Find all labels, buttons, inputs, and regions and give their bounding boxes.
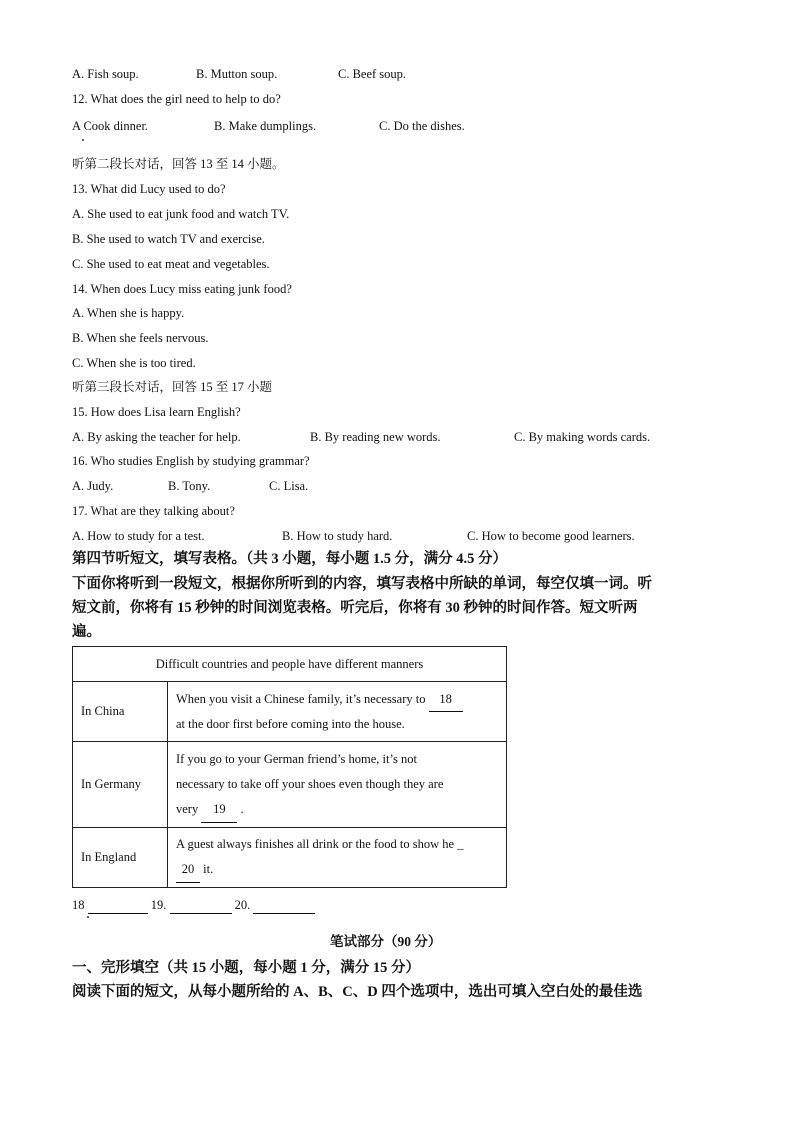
section2-instruction: 听第二段长对话，回答 13 至 14 小题。 — [72, 157, 285, 171]
cloze-title: 一、完形填空（共 15 小题，每小题 1 分，满分 15 分） — [72, 960, 420, 976]
england-line2: it. — [203, 862, 214, 876]
row-label-china: In China — [73, 682, 168, 742]
answer-field-20[interactable] — [253, 897, 315, 914]
manners-table — [72, 646, 507, 888]
q11-option-b: B. Mutton soup. — [196, 67, 278, 81]
germany-line1: If you go to your German friend’s home, it’s not — [176, 751, 417, 766]
england-line1: A guest always finishes all drink or the food to show he _ — [176, 837, 464, 851]
q17-option-c: C. How to become good learners. — [467, 529, 635, 543]
row-content-england — [168, 828, 507, 888]
answer-label-19: 19. — [150, 898, 167, 912]
q15-option-a: A. By asking the teacher for help. — [72, 430, 241, 444]
dot-mark — [82, 139, 84, 141]
answer-field-18[interactable] — [88, 897, 148, 914]
part4-instruction-line2: 短文前，你将有 15 秒钟的时间浏览表格。听完后，你将有 30 秒钟的时间作答。短文听两 — [72, 600, 638, 616]
row-label-germany: In Germany — [73, 742, 168, 828]
q14-option-a: A. When she is happy. — [72, 306, 185, 320]
q11-option-a: A. Fish soup. — [72, 67, 139, 81]
q13-option-a: A. She used to eat junk food and watch TV. — [72, 207, 290, 221]
row-label-england: In England — [73, 828, 168, 888]
q16-option-b: B. Tony. — [168, 479, 211, 493]
question-15: 15. How does Lisa learn English? — [72, 405, 241, 419]
q16-option-a: A. Judy. — [72, 479, 114, 493]
china-line2: at the door first before coming into the house. — [176, 717, 405, 731]
q15-option-c: C. By making words cards. — [514, 430, 651, 444]
question-17: 17. What are they talking about? — [72, 504, 235, 518]
q16-option-c: C. Lisa. — [269, 479, 309, 493]
question-14: 14. When does Lucy miss eating junk food? — [72, 282, 292, 296]
question-16: 16. Who studies English by studying grammar? — [72, 454, 310, 468]
germany-line2: necessary to take off your shoes even though they are — [176, 776, 444, 791]
answer-label-20: 20. — [234, 898, 251, 912]
q11-option-c: C. Beef soup. — [338, 67, 407, 81]
q15-option-b: B. By reading new words. — [310, 430, 441, 444]
part4-title: 第四节听短文，填写表格。（共 3 小题，每小题 1.5 分，满分 4.5 分） — [72, 551, 507, 567]
q17-option-a: A. How to study for a test. — [72, 529, 205, 543]
blank-20[interactable]: 20 — [176, 857, 200, 883]
q13-option-c: C. She used to eat meat and vegetables. — [72, 257, 270, 271]
answer-label-18: 18 — [72, 898, 85, 912]
section3-instruction: 听第三段长对话，回答 15 至 17 小题 — [72, 380, 273, 394]
answer-field-19[interactable] — [170, 897, 232, 914]
question-12: 12. What does the girl need to help to do? — [72, 92, 281, 106]
answer-line — [72, 897, 315, 914]
row-content-germany: If you go to your German friend’s home, it’s not necessary to take off your shoes even though they are very 19 . — [168, 742, 507, 828]
dot-mark — [87, 916, 89, 918]
table-header: Difficult countries and people have different manners — [73, 647, 507, 682]
q13-option-b: B. She used to watch TV and exercise. — [72, 232, 265, 246]
blank-19[interactable]: 19 — [201, 797, 237, 823]
question-13: 13. What did Lucy used to do? — [72, 182, 226, 196]
part4-instruction-line1: 下面你将听到一段短文，根据你所听到的内容，填写表格中所缺的单词，每空仅填一词。听 — [72, 576, 652, 592]
cloze-instruction: 阅读下面的短文，从每小题所给的 A、B、C、D 四个选项中，选出可填入空白处的最佳选 — [72, 984, 643, 1000]
china-line1: When you visit a Chinese family, it’s necessary to — [176, 692, 426, 706]
q14-option-c: C. When she is too tired. — [72, 356, 196, 370]
germany-line3: very — [176, 801, 199, 816]
written-part-title: 笔试部分（90 分） — [330, 934, 442, 949]
blank-18[interactable]: 18 — [429, 687, 463, 712]
q12-option-a: A Cook dinner. — [72, 119, 149, 133]
q17-option-b: B. How to study hard. — [282, 529, 393, 543]
q12-option-c: C. Do the dishes. — [379, 119, 465, 133]
part4-instruction-line3: 遍。 — [72, 624, 101, 640]
row-content-china — [168, 682, 507, 742]
q14-option-b: B. When she feels nervous. — [72, 331, 209, 345]
q12-option-b: B. Make dumplings. — [214, 119, 317, 133]
